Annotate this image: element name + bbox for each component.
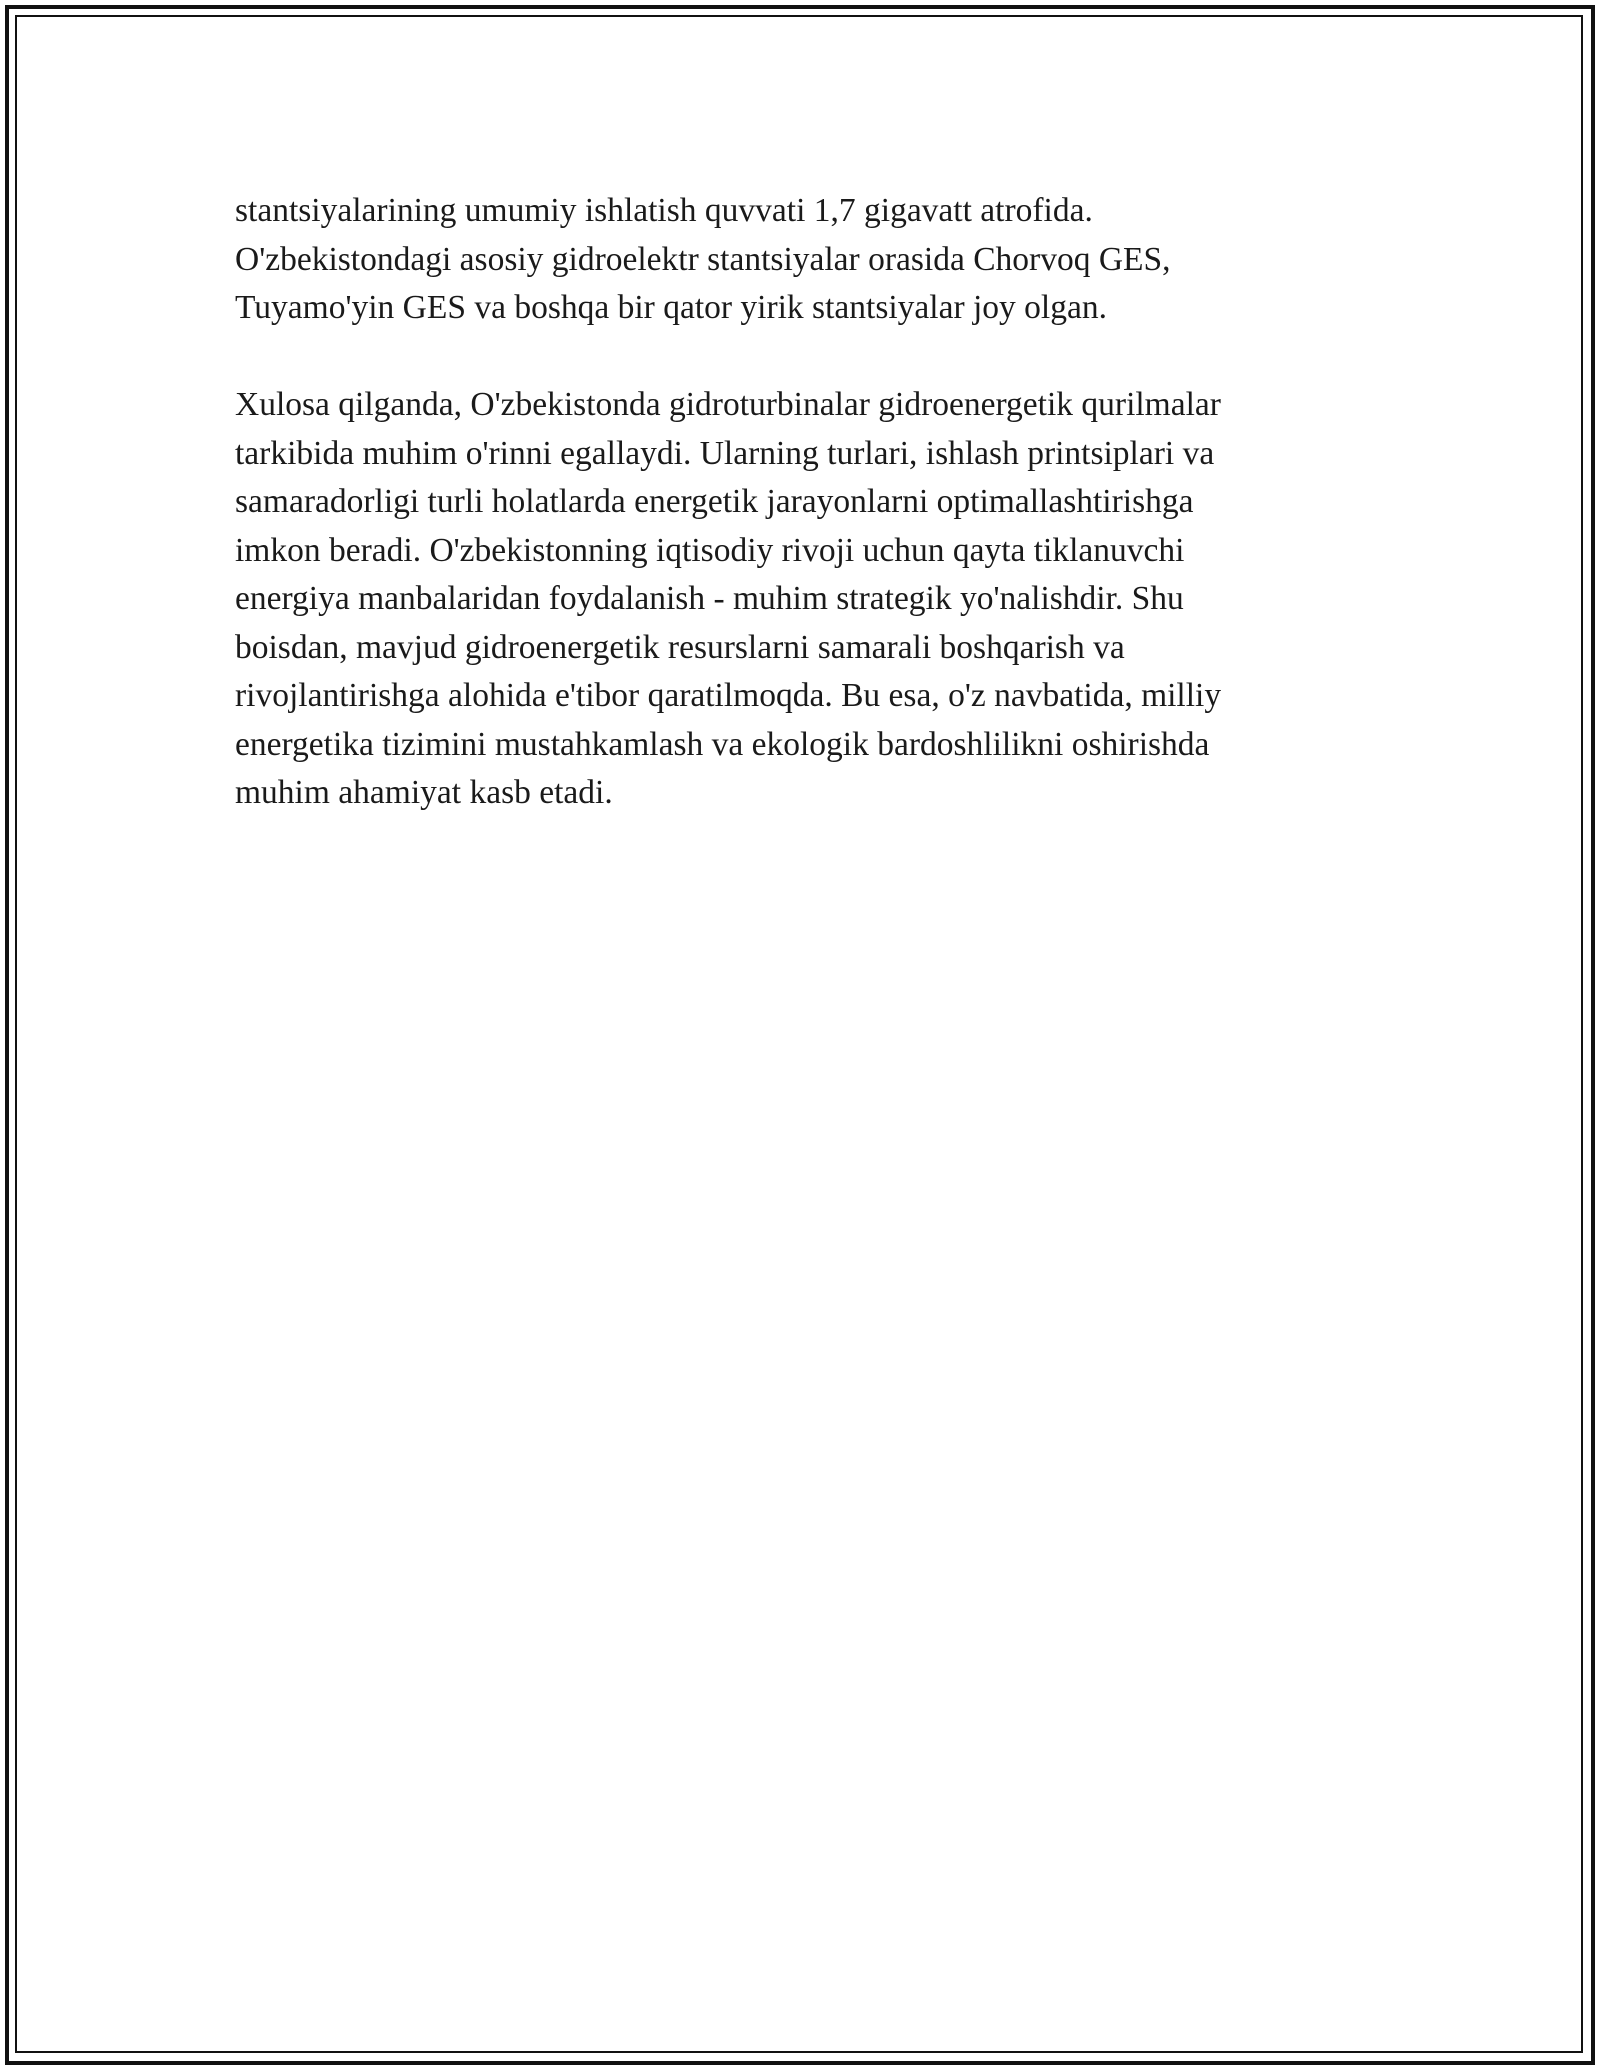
text-line: energetika tizimini mustahkamlash va ekologik bardoshlilikni oshirishda — [235, 725, 1210, 763]
text-line: O'zbekistondagi asosiy gidroelektr stantsiyalar orasida Chorvoq GES, — [235, 240, 1171, 278]
text-line: samaradorligi turli holatlarda energetik jarayonlarni optimallashtirishga — [235, 483, 1194, 520]
text-line: Tuyamo'yin GES va boshqa bir qator yirik stantsiyalar joy olgan. — [235, 289, 1107, 326]
text-line: boisdan, mavjud gidroenergetik resurslarni samarali boshqarish va — [235, 628, 1125, 666]
text-line: energiya manbalaridan foydalanish - muhim strategik yo'nalishdir. Shu — [235, 580, 1184, 617]
document-body — [235, 187, 1365, 818]
text-line: stantsiyalarining umumiy ishlatish quvvati 1,7 gigavatt atrofida. — [235, 192, 1093, 229]
text-line: tarkibida muhim o'rinni egallaydi. Ularning turlari, ishlash printsiplari va — [235, 434, 1215, 472]
text-line: rivojlantirishga alohida e'tibor qaratilmoqda. Bu esa, o'z navbatida, milliy — [235, 677, 1222, 714]
text-line: muhim ahamiyat kasb etadi. — [235, 774, 613, 811]
paragraph-1 — [235, 187, 1365, 333]
text-line: imkon beradi. O'zbekistonning iqtisodiy rivoji uchun qayta tiklanuvchi — [235, 531, 1185, 569]
text-line: Xulosa qilganda, O'zbekistonda gidroturbinalar gidroenergetik qurilmalar — [235, 386, 1221, 423]
paragraph-2 — [235, 381, 1365, 818]
